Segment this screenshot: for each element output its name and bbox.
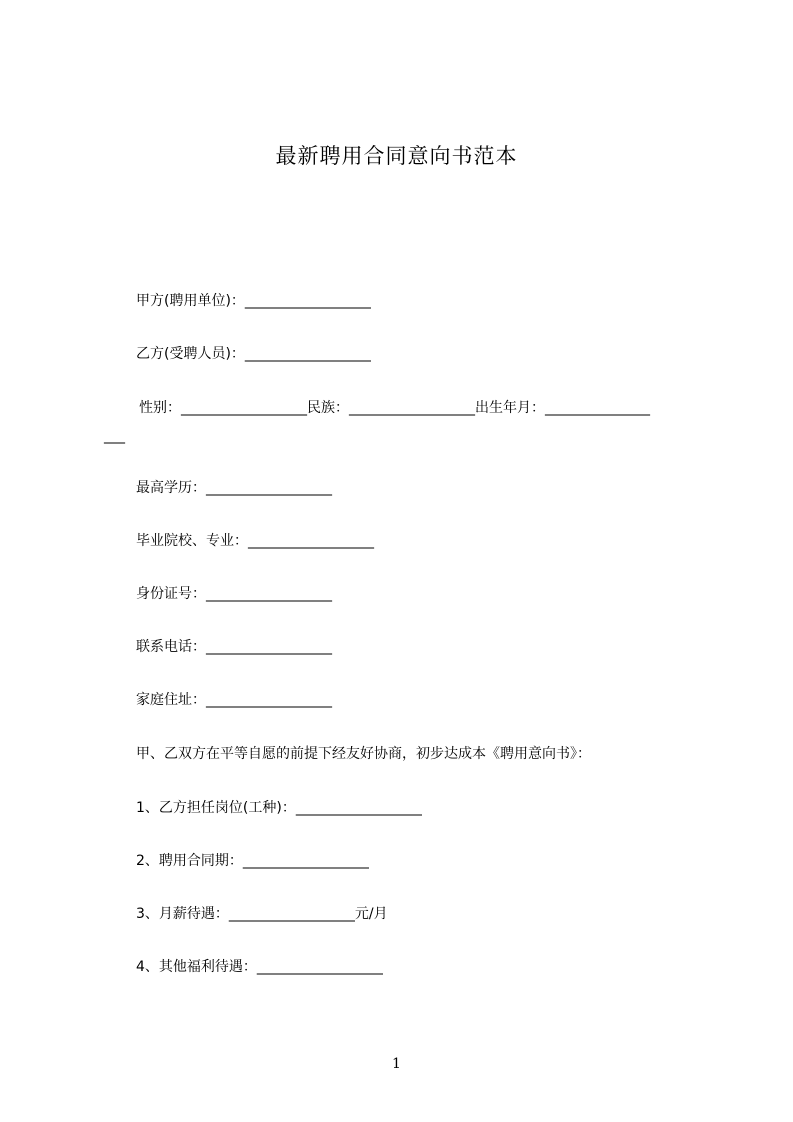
id-number-field: 身份证号：__________________: [136, 586, 332, 602]
clause-other-benefits: 4、其他福利待遇：__________________: [136, 959, 383, 975]
school-major-field: 毕业院校、专业：__________________: [136, 533, 374, 549]
party-a-field: 甲方(聘用单位)：__________________: [136, 293, 371, 309]
agreement-intro: 甲、乙双方在平等自愿的前提下经友好协商，初步达成本《聘用意向书》：: [136, 746, 591, 762]
clause-contract-period: 2、聘用合同期：__________________: [136, 853, 369, 869]
education-field: 最高学历：__________________: [136, 480, 332, 496]
clause-position: 1、乙方担任岗位(工种)：__________________: [136, 800, 422, 816]
page-number: 1: [392, 1056, 401, 1072]
birth-field-continuation: ___: [104, 428, 125, 444]
address-field: 家庭住址：__________________: [136, 692, 332, 708]
phone-field: 联系电话：__________________: [136, 639, 332, 655]
document-title: 最新聘用合同意向书范本: [275, 144, 518, 168]
clause-monthly-salary: 3、月薪待遇：__________________元/月: [136, 906, 388, 922]
gender-ethnicity-birth-field: 性别：__________________民族：__________________出生年月：_______________: [139, 400, 650, 416]
party-b-field: 乙方(受聘人员)：__________________: [136, 346, 371, 362]
